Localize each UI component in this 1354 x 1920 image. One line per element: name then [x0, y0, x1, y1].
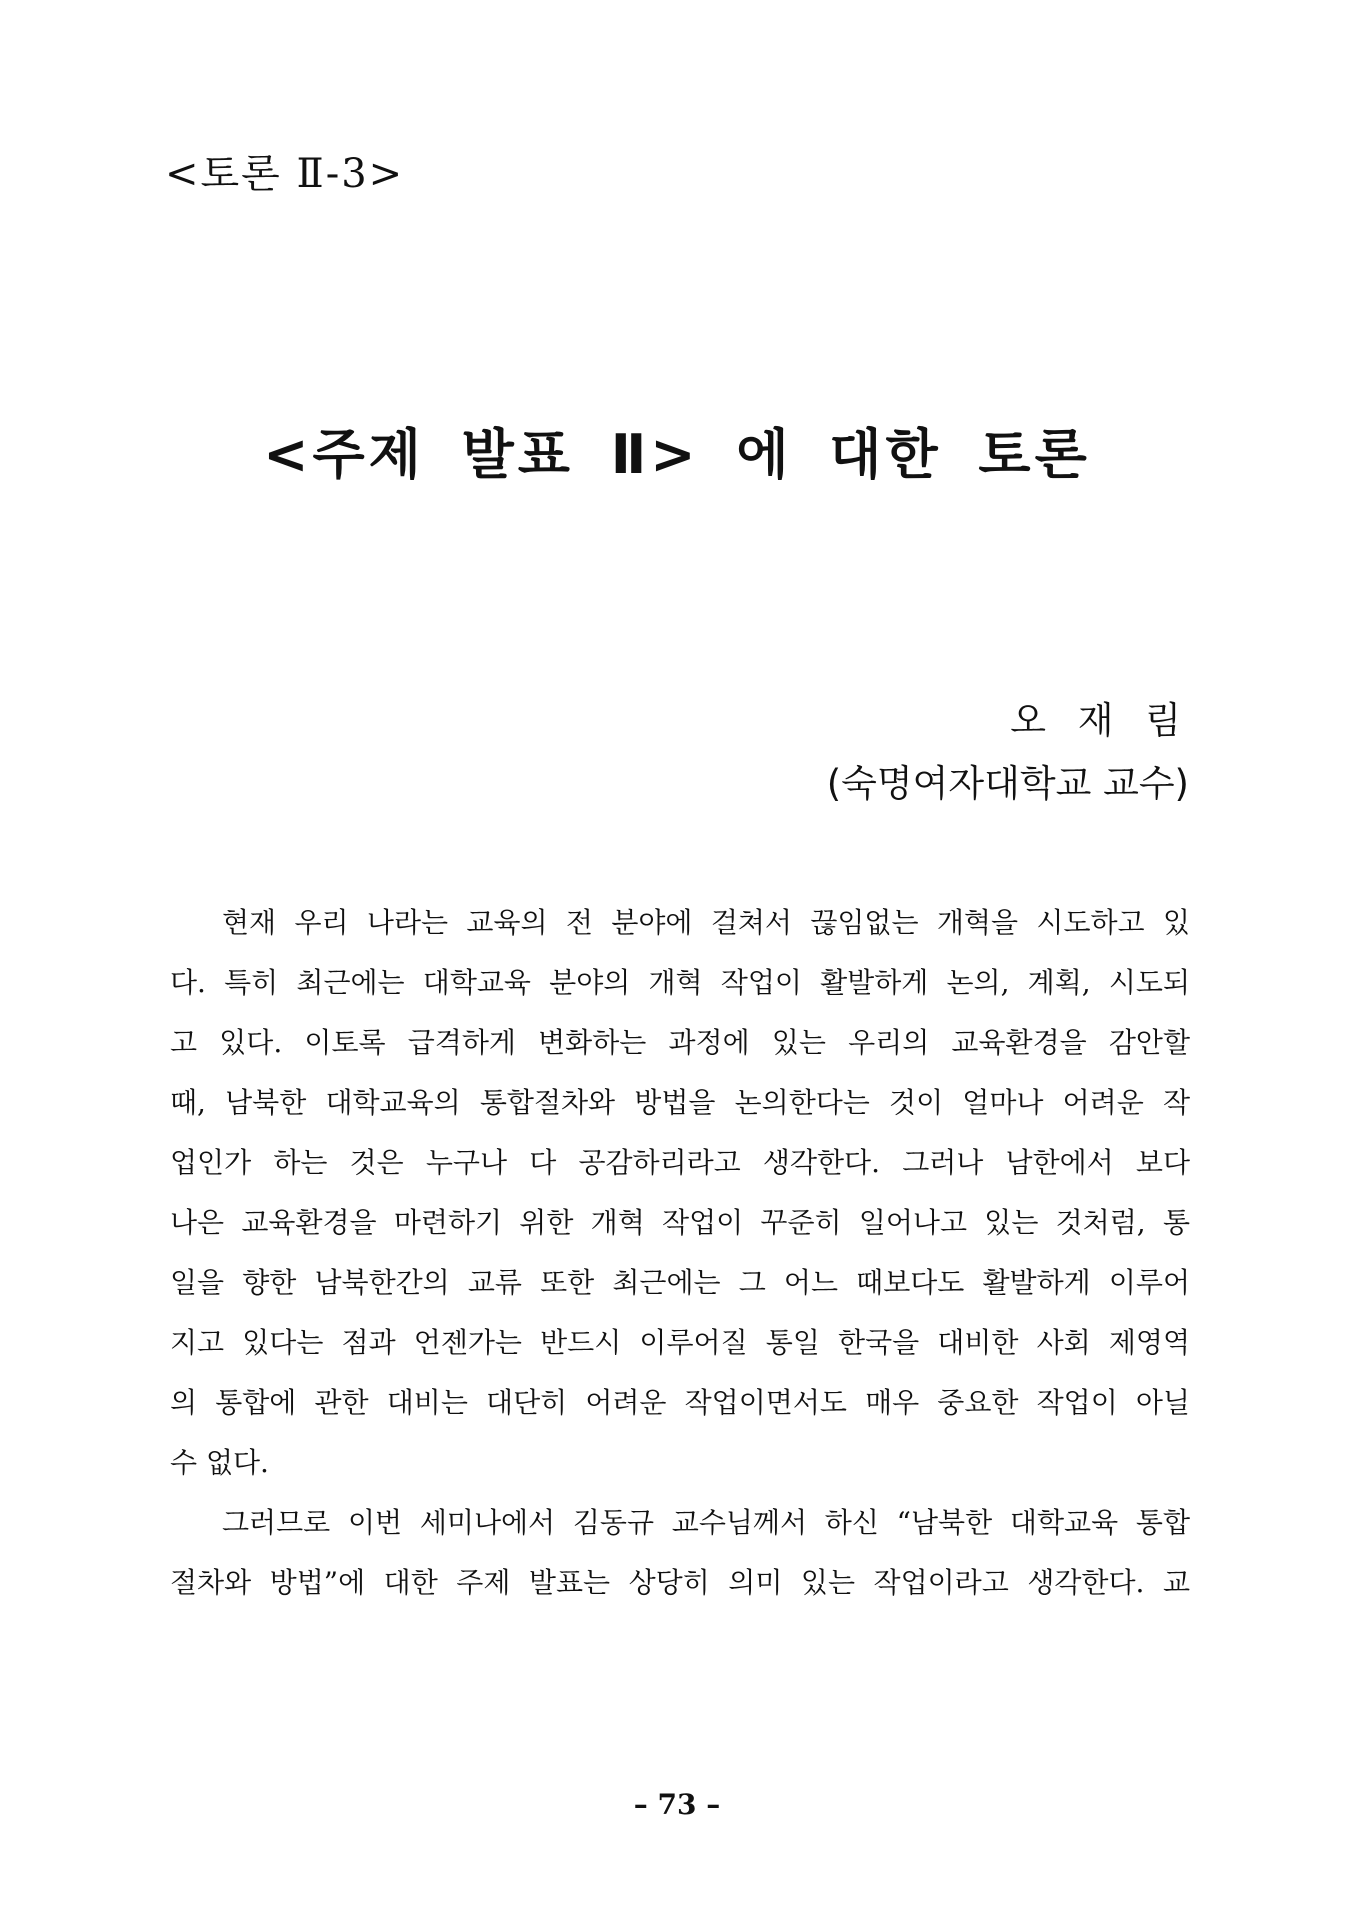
body-line: 고 있다. 이토록 급격하게 변화하는 과정에 있는 우리의 교육환경을 감안할: [170, 1026, 1190, 1059]
body-line: 때, 남북한 대학교육의 통합절차와 방법을 논의한다는 것이 얼마나 어려운 작: [170, 1086, 1190, 1119]
section-label: <토론 Ⅱ-3>: [165, 151, 405, 197]
body-line: 지고 있다는 점과 언젠가는 반드시 이루어질 통일 한국을 대비한 사회 제영역: [170, 1326, 1190, 1359]
body-line: 현재 우리 나라는 교육의 전 분야에 걸쳐서 끊임없는 개혁을 시도하고 있: [222, 906, 1190, 939]
author-affiliation: (숙명여자대학교 교수): [826, 762, 1189, 805]
page-number: – 73 –: [633, 1788, 721, 1821]
body-line: 그러므로 이번 세미나에서 김동규 교수님께서 하신 “남북한 대학교육 통합: [222, 1506, 1190, 1539]
body-line: 나은 교육환경을 마련하기 위한 개혁 작업이 꾸준히 일어나고 있는 것처럼, 통: [170, 1206, 1190, 1239]
author-name: 오 재 림: [1010, 699, 1191, 742]
body-line: 수 없다.: [170, 1446, 269, 1479]
body-line: 업인가 하는 것은 누구나 다 공감하리라고 생각한다. 그러나 남한에서 보다: [170, 1146, 1190, 1179]
body-line: 의 통합에 관한 대비는 대단히 어려운 작업이면서도 매우 중요한 작업이 아닐: [170, 1386, 1190, 1419]
page-title: <주제 발표 Ⅱ> 에 대한 토론: [263, 423, 1091, 486]
body-text: [170, 893, 1190, 1613]
body-line: 다. 특히 최근에는 대학교육 분야의 개혁 작업이 활발하게 논의, 계획, 시도되: [170, 966, 1190, 999]
body-line: 절차와 방법”에 대한 주제 발표는 상당히 의미 있는 작업이라고 생각한다. 교: [170, 1566, 1190, 1599]
body-line: 일을 향한 남북한간의 교류 또한 최근에는 그 어느 때보다도 활발하게 이루어: [170, 1266, 1190, 1299]
